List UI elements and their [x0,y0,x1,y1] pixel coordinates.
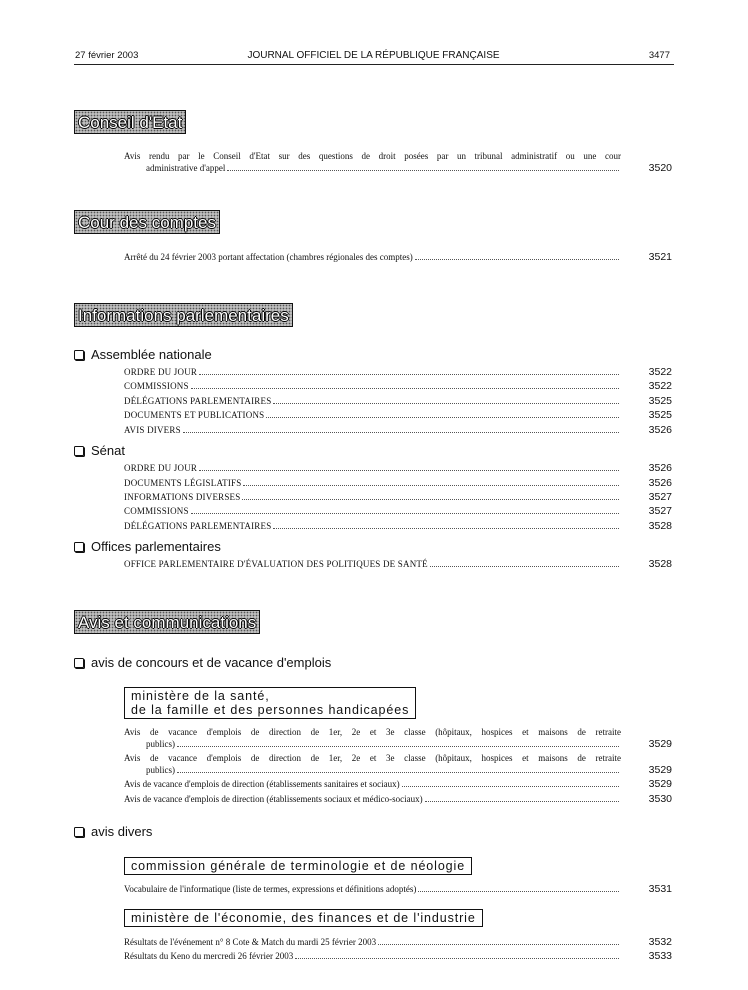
entry-label: DÉLÉGATIONS PARLEMENTAIRES [124,521,272,531]
leader-dots [266,409,619,418]
leader-dots [177,738,619,747]
header-page-number: 3477 [648,50,670,61]
entry-text-line1: Avis de vacance d'emplois de direction de 1er, 2e et 3e classe (hôpitaux, hospices et maisons de retraite [124,753,621,763]
entry-text: Arrêté du 24 février 2003 portant affectation (chambres régionales des comptes) [124,252,413,262]
subsection-title: avis divers [91,824,153,839]
toc-entry-office-evaluation[interactable] [124,558,621,570]
section-heading-avis-communications: Avis et communications [74,610,260,634]
page-ref: 3533 [648,950,672,962]
entry-label: DOCUMENTS LÉGISLATIFS [124,478,242,488]
header-date: 27 février 2003 [75,50,139,61]
entry-label: ORDRE DU JOUR [124,367,198,377]
page-ref: 3528 [648,520,672,532]
entry-text-line2: publics) [146,765,175,775]
page-ref: 3531 [648,883,672,895]
leader-dots [378,936,619,945]
journal-title: JOURNAL OFFICIEL DE LA RÉPUBLIQUE FRANÇAISE [247,50,500,61]
leader-dots [199,366,619,375]
checkbox-square-icon [74,658,84,668]
page-ref: 3529 [648,738,672,750]
subsection-title: Sénat [91,443,125,458]
toc-entry-senat-documents[interactable] [124,477,621,489]
subsection-avis-divers [74,824,152,840]
toc-entry-senat-informations[interactable] [124,491,621,503]
subsection-title: Offices parlementaires [91,539,221,554]
page-ref: 3529 [648,764,672,776]
entry-label: INFORMATIONS DIVERSES [124,492,241,502]
leader-dots [177,764,619,773]
entry-label: COMMISSIONS [124,506,189,516]
leader-dots [418,883,619,892]
entry-text-line1: Avis rendu par le Conseil d'Etat sur des questions de droit posées par un tribunal administratif ou une cour [124,151,621,161]
section-heading-conseil-etat: Conseil d'Etat [74,110,186,134]
subsection-title: avis de concours et de vacance d'emplois [91,655,332,670]
page-ref: 3530 [648,793,672,805]
checkbox-square-icon [74,350,84,360]
subsection-avis-concours [74,655,331,671]
page-ref: 3527 [648,491,672,503]
toc-entry-vacance-3[interactable] [124,778,621,790]
entry-text-line2: publics) [146,739,175,749]
toc-entry-senat-delegations[interactable] [124,520,621,532]
toc-entry-vocabulaire[interactable] [124,883,621,895]
leader-dots [242,491,619,500]
toc-entry-cour[interactable] [124,251,621,263]
page-ref-cour: 3521 [648,251,672,263]
ministry-box-sante [124,687,416,719]
toc-entry-an-documents[interactable] [124,409,621,421]
page-ref: 3528 [648,558,672,570]
toc-entry-an-commissions[interactable] [124,380,621,392]
toc-entry-an-avis-divers[interactable] [124,424,621,436]
page-ref: 3522 [648,366,672,378]
entry-label: OFFICE PARLEMENTAIRE D'ÉVALUATION DES POLITIQUES DE SANTÉ [124,559,428,569]
leader-dots [425,793,619,802]
toc-entry-resultats-keno[interactable] [124,950,621,962]
subsection-assemblee-nationale [74,347,212,363]
leader-dots [402,778,619,787]
toc-entry-vacance-2[interactable] [124,752,621,776]
entry-text: Avis de vacance d'emplois de direction (établissements sanitaires et sociaux) [124,779,400,789]
page-ref-conseil: 3520 [648,162,672,174]
page-ref: 3525 [648,409,672,421]
page-ref: 3522 [648,380,672,392]
entry-label: COMMISSIONS [124,381,189,391]
entry-text: Résultats de l'événement n° 8 Cote & Match du mardi 25 février 2003 [124,937,377,947]
toc-entry-an-ordre-du-jour[interactable] [124,366,621,378]
toc-entry-an-delegations[interactable] [124,395,621,407]
toc-entry-senat-commissions[interactable] [124,505,621,517]
leader-dots [430,558,619,567]
checkbox-square-icon [74,542,84,552]
leader-dots [227,162,619,171]
page-ref: 3527 [648,505,672,517]
entry-label: DÉLÉGATIONS PARLEMENTAIRES [124,396,272,406]
page-header [75,50,672,64]
page-ref: 3525 [648,395,672,407]
entry-text: Avis de vacance d'emplois de direction (établissements sociaux et médico-sociaux) [124,794,423,804]
section-heading-cour-des-comptes: Cour des comptes [74,210,220,234]
toc-entry-vacance-1[interactable] [124,726,621,750]
leader-dots [273,520,619,529]
toc-entry-vacance-4[interactable] [124,793,621,805]
page-ref: 3529 [648,778,672,790]
leader-dots [191,380,619,389]
page-ref: 3526 [648,424,672,436]
page-ref: 3526 [648,477,672,489]
section-heading-informations-parlementaires: Informations parlementaires [74,303,293,327]
entry-label: ORDRE DU JOUR [124,463,198,473]
toc-entry-resultats-cote-match[interactable] [124,936,621,948]
leader-dots [191,505,619,514]
checkbox-square-icon [74,446,84,456]
entry-text-line2: administrative d'appel [146,163,226,173]
subsection-offices-parlementaires [74,539,221,555]
entry-label: AVIS DIVERS [124,425,181,435]
entry-label: DOCUMENTS ET PUBLICATIONS [124,410,265,420]
leader-dots [243,477,619,486]
page-ref: 3532 [648,936,672,948]
entry-text-line1: Avis de vacance d'emplois de direction de 1er, 2e et 3e classe (hôpitaux, hospices et maisons de retraite [124,727,621,737]
ministry-line1: ministère de la santé, [131,689,270,703]
ministry-line2: de la famille et des personnes handicapées [131,703,410,717]
commission-box-terminologie: commission générale de terminologie et de néologie [124,857,472,875]
header-rule [74,64,674,65]
ministry-box-economie: ministère de l'économie, des finances et de l'industrie [124,909,483,927]
toc-entry-senat-ordre-du-jour[interactable] [124,462,621,474]
subsection-title: Assemblée nationale [91,347,212,362]
entry-text: Vocabulaire de l'informatique (liste de termes, expressions et définitions adoptés) [124,884,417,894]
leader-dots [273,395,619,404]
checkbox-square-icon [74,827,84,837]
leader-dots [415,251,619,260]
page-ref: 3526 [648,462,672,474]
toc-entry-conseil[interactable] [124,150,621,174]
leader-dots [183,424,619,433]
leader-dots [199,462,619,471]
entry-text: Résultats du Keno du mercredi 26 février 2003 [124,951,294,961]
subsection-senat [74,443,125,459]
leader-dots [295,950,619,959]
